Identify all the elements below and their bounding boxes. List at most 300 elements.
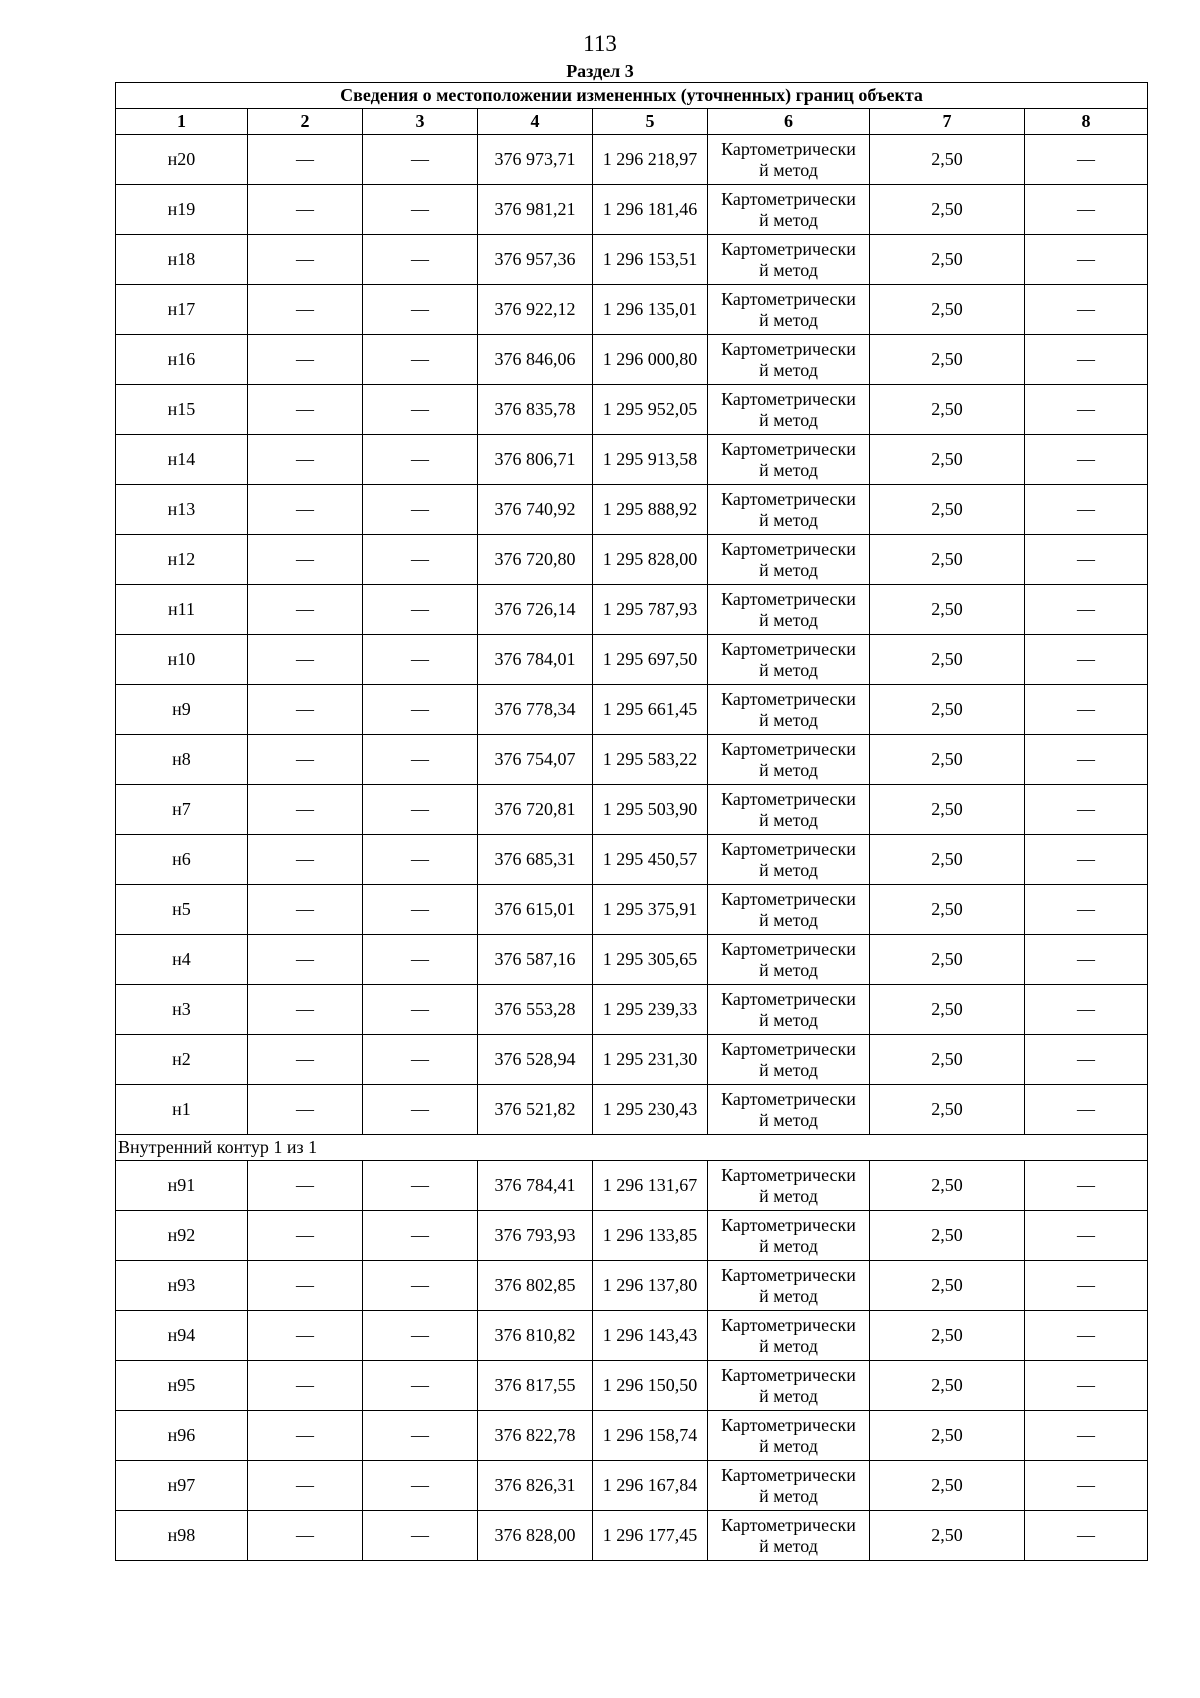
method-text: й метод — [759, 1059, 818, 1080]
coordinate-y-cell: 1 295 231,30 — [593, 1035, 708, 1085]
coordinate-y-cell: 1 296 131,67 — [593, 1161, 708, 1211]
accuracy-cell: 2,50 — [870, 335, 1025, 385]
point-number-cell: н3 — [116, 985, 248, 1035]
method-text: й метод — [759, 1435, 818, 1456]
table-row — [116, 1411, 1148, 1461]
column-3-cell: — — [363, 385, 478, 435]
method-text: й метод — [759, 809, 818, 830]
column-8-cell: — — [1025, 235, 1148, 285]
coordinate-x-cell: 376 826,31 — [478, 1461, 593, 1511]
method-cell — [708, 685, 870, 735]
column-3-cell: — — [363, 535, 478, 585]
point-number-cell: н92 — [116, 1211, 248, 1261]
coordinate-y-cell: 1 295 239,33 — [593, 985, 708, 1035]
method-text: Картометрически — [721, 1314, 856, 1335]
table-row — [116, 1511, 1148, 1561]
method-text: й метод — [759, 609, 818, 630]
accuracy-cell: 2,50 — [870, 1035, 1025, 1085]
method-text: й метод — [759, 409, 818, 430]
column-3-cell: — — [363, 1511, 478, 1561]
table-row — [116, 785, 1148, 835]
point-number-cell: н8 — [116, 735, 248, 785]
coordinate-x-cell: 376 822,78 — [478, 1411, 593, 1461]
column-8-cell: — — [1025, 185, 1148, 235]
method-text: й метод — [759, 1535, 818, 1556]
column-number: 2 — [248, 109, 363, 135]
coordinate-y-cell: 1 295 450,57 — [593, 835, 708, 885]
column-8-cell: — — [1025, 735, 1148, 785]
method-cell — [708, 1411, 870, 1461]
coordinate-y-cell: 1 296 150,50 — [593, 1361, 708, 1411]
method-cell — [708, 735, 870, 785]
coordinate-x-cell: 376 793,93 — [478, 1211, 593, 1261]
accuracy-cell: 2,50 — [870, 1161, 1025, 1211]
method-text: Картометрически — [721, 388, 856, 409]
column-number-row — [116, 109, 1148, 135]
column-3-cell: — — [363, 785, 478, 835]
accuracy-cell: 2,50 — [870, 235, 1025, 285]
method-text: й метод — [759, 309, 818, 330]
method-cell — [708, 185, 870, 235]
column-2-cell: — — [248, 835, 363, 885]
column-3-cell: — — [363, 585, 478, 635]
coordinate-y-cell: 1 295 952,05 — [593, 385, 708, 435]
coordinate-x-cell: 376 957,36 — [478, 235, 593, 285]
column-8-cell: — — [1025, 1361, 1148, 1411]
method-text: й метод — [759, 509, 818, 530]
column-2-cell: — — [248, 1161, 363, 1211]
column-8-cell: — — [1025, 885, 1148, 935]
column-8-cell: — — [1025, 1035, 1148, 1085]
coordinate-x-cell: 376 778,34 — [478, 685, 593, 735]
column-number: 3 — [363, 109, 478, 135]
coordinate-y-cell: 1 296 181,46 — [593, 185, 708, 235]
method-cell — [708, 885, 870, 935]
point-number-cell: н7 — [116, 785, 248, 835]
column-2-cell: — — [248, 485, 363, 535]
coordinate-y-cell: 1 295 503,90 — [593, 785, 708, 835]
point-number-cell: н91 — [116, 1161, 248, 1211]
column-3-cell: — — [363, 1361, 478, 1411]
column-number: 8 — [1025, 109, 1148, 135]
coordinate-x-cell: 376 973,71 — [478, 135, 593, 185]
coordinates-table — [115, 82, 1148, 1561]
accuracy-cell: 2,50 — [870, 835, 1025, 885]
column-3-cell: — — [363, 335, 478, 385]
table-row — [116, 885, 1148, 935]
point-number-cell: н6 — [116, 835, 248, 885]
point-number-cell: н18 — [116, 235, 248, 285]
column-8-cell: — — [1025, 785, 1148, 835]
table-body — [116, 135, 1148, 1561]
point-number-cell: н12 — [116, 535, 248, 585]
method-cell — [708, 1261, 870, 1311]
method-text: Картометрически — [721, 888, 856, 909]
column-2-cell: — — [248, 385, 363, 435]
coordinate-y-cell: 1 295 583,22 — [593, 735, 708, 785]
method-text: Картометрически — [721, 488, 856, 509]
column-3-cell: — — [363, 985, 478, 1035]
method-text: Картометрически — [721, 1214, 856, 1235]
method-text: й метод — [759, 1385, 818, 1406]
column-number: 6 — [708, 109, 870, 135]
method-text: Картометрически — [721, 188, 856, 209]
column-8-cell: — — [1025, 1085, 1148, 1135]
point-number-cell: н4 — [116, 935, 248, 985]
column-2-cell: — — [248, 935, 363, 985]
column-8-cell: — — [1025, 385, 1148, 435]
coordinate-x-cell: 376 615,01 — [478, 885, 593, 935]
column-8-cell: — — [1025, 1261, 1148, 1311]
method-text: Картометрически — [721, 838, 856, 859]
table-row — [116, 435, 1148, 485]
accuracy-cell: 2,50 — [870, 135, 1025, 185]
coordinate-x-cell: 376 553,28 — [478, 985, 593, 1035]
coordinate-x-cell: 376 784,01 — [478, 635, 593, 685]
accuracy-cell: 2,50 — [870, 435, 1025, 485]
point-number-cell: н10 — [116, 635, 248, 685]
method-text: й метод — [759, 1235, 818, 1256]
coordinate-x-cell: 376 521,82 — [478, 1085, 593, 1135]
method-text: й метод — [759, 909, 818, 930]
column-2-cell: — — [248, 1361, 363, 1411]
accuracy-cell: 2,50 — [870, 1361, 1025, 1411]
column-2-cell: — — [248, 1211, 363, 1261]
method-text: й метод — [759, 1185, 818, 1206]
table-row — [116, 1035, 1148, 1085]
method-text: й метод — [759, 559, 818, 580]
column-2-cell: — — [248, 535, 363, 585]
table-row — [116, 735, 1148, 785]
column-3-cell: — — [363, 485, 478, 535]
column-3-cell: — — [363, 635, 478, 685]
table-row — [116, 535, 1148, 585]
column-2-cell: — — [248, 1261, 363, 1311]
column-3-cell: — — [363, 1261, 478, 1311]
method-text: й метод — [759, 659, 818, 680]
column-8-cell: — — [1025, 935, 1148, 985]
table-row — [116, 185, 1148, 235]
column-3-cell: — — [363, 885, 478, 935]
point-number-cell: н11 — [116, 585, 248, 635]
method-text: й метод — [759, 1285, 818, 1306]
column-2-cell: — — [248, 785, 363, 835]
column-3-cell: — — [363, 185, 478, 235]
column-3-cell: — — [363, 1411, 478, 1461]
column-3-cell: — — [363, 1161, 478, 1211]
section-title: Раздел 3 — [566, 61, 634, 81]
column-8-cell: — — [1025, 135, 1148, 185]
table-row — [116, 285, 1148, 335]
coordinate-x-cell: 376 685,31 — [478, 835, 593, 885]
method-text: й метод — [759, 859, 818, 880]
method-text: й метод — [759, 459, 818, 480]
point-number-cell: н93 — [116, 1261, 248, 1311]
column-8-cell: — — [1025, 835, 1148, 885]
column-2-cell: — — [248, 185, 363, 235]
coordinate-x-cell: 376 720,81 — [478, 785, 593, 835]
point-number-cell: н13 — [116, 485, 248, 535]
table-row — [116, 135, 1148, 185]
method-text: й метод — [759, 959, 818, 980]
coordinate-x-cell: 376 810,82 — [478, 1311, 593, 1361]
method-text: Картометрически — [721, 1364, 856, 1385]
table-row — [116, 1361, 1148, 1411]
coordinate-x-cell: 376 981,21 — [478, 185, 593, 235]
column-2-cell: — — [248, 335, 363, 385]
coordinate-x-cell: 376 740,92 — [478, 485, 593, 535]
coordinate-y-cell: 1 296 177,45 — [593, 1511, 708, 1561]
accuracy-cell: 2,50 — [870, 785, 1025, 835]
accuracy-cell: 2,50 — [870, 1261, 1025, 1311]
point-number-cell: н9 — [116, 685, 248, 735]
table-row — [116, 585, 1148, 635]
column-8-cell: — — [1025, 1461, 1148, 1511]
table-row — [116, 335, 1148, 385]
point-number-cell: н17 — [116, 285, 248, 335]
point-number-cell: н16 — [116, 335, 248, 385]
column-3-cell: — — [363, 135, 478, 185]
table-row — [116, 635, 1148, 685]
method-cell — [708, 985, 870, 1035]
coordinate-x-cell: 376 828,00 — [478, 1511, 593, 1561]
method-cell — [708, 1461, 870, 1511]
column-2-cell: — — [248, 1411, 363, 1461]
coordinate-x-cell: 376 817,55 — [478, 1361, 593, 1411]
method-cell — [708, 1311, 870, 1361]
coordinate-x-cell: 376 846,06 — [478, 335, 593, 385]
accuracy-cell: 2,50 — [870, 1085, 1025, 1135]
column-number: 5 — [593, 109, 708, 135]
method-text: Картометрически — [721, 938, 856, 959]
method-cell — [708, 485, 870, 535]
coordinate-y-cell: 1 296 000,80 — [593, 335, 708, 385]
method-cell — [708, 435, 870, 485]
column-2-cell: — — [248, 235, 363, 285]
accuracy-cell: 2,50 — [870, 935, 1025, 985]
coordinate-y-cell: 1 296 137,80 — [593, 1261, 708, 1311]
column-2-cell: — — [248, 285, 363, 335]
column-3-cell: — — [363, 435, 478, 485]
method-text: Картометрически — [721, 1164, 856, 1185]
column-2-cell: — — [248, 135, 363, 185]
method-cell — [708, 1361, 870, 1411]
column-3-cell: — — [363, 285, 478, 335]
coordinate-y-cell: 1 296 158,74 — [593, 1411, 708, 1461]
table-row — [116, 1261, 1148, 1311]
method-cell — [708, 635, 870, 685]
inner-contour-label: Внутренний контур 1 из 1 — [116, 1135, 1148, 1161]
coordinate-x-cell: 376 587,16 — [478, 935, 593, 985]
coordinate-y-cell: 1 295 230,43 — [593, 1085, 708, 1135]
column-2-cell: — — [248, 885, 363, 935]
point-number-cell: н1 — [116, 1085, 248, 1135]
accuracy-cell: 2,50 — [870, 1511, 1025, 1561]
coordinate-y-cell: 1 295 305,65 — [593, 935, 708, 985]
method-cell — [708, 385, 870, 435]
coordinate-y-cell: 1 296 218,97 — [593, 135, 708, 185]
point-number-cell: н94 — [116, 1311, 248, 1361]
method-cell — [708, 1161, 870, 1211]
column-2-cell: — — [248, 1461, 363, 1511]
column-number: 7 — [870, 109, 1025, 135]
accuracy-cell: 2,50 — [870, 385, 1025, 435]
coordinate-y-cell: 1 295 913,58 — [593, 435, 708, 485]
method-text: й метод — [759, 1485, 818, 1506]
method-text: Картометрически — [721, 988, 856, 1009]
accuracy-cell: 2,50 — [870, 685, 1025, 735]
column-2-cell: — — [248, 1035, 363, 1085]
table-row — [116, 485, 1148, 535]
table-row — [116, 1461, 1148, 1511]
column-2-cell: — — [248, 1085, 363, 1135]
method-cell — [708, 1511, 870, 1561]
accuracy-cell: 2,50 — [870, 535, 1025, 585]
column-2-cell: — — [248, 1511, 363, 1561]
column-2-cell: — — [248, 585, 363, 635]
column-3-cell: — — [363, 235, 478, 285]
accuracy-cell: 2,50 — [870, 985, 1025, 1035]
point-number-cell: н98 — [116, 1511, 248, 1561]
coordinate-x-cell: 376 726,14 — [478, 585, 593, 635]
method-text: Картометрически — [721, 1414, 856, 1435]
method-cell — [708, 1085, 870, 1135]
point-number-cell: н19 — [116, 185, 248, 235]
table-row — [116, 385, 1148, 435]
column-8-cell: — — [1025, 635, 1148, 685]
coordinate-y-cell: 1 295 888,92 — [593, 485, 708, 535]
accuracy-cell: 2,50 — [870, 285, 1025, 335]
method-text: Картометрически — [721, 638, 856, 659]
column-8-cell: — — [1025, 985, 1148, 1035]
method-text: Картометрически — [721, 738, 856, 759]
table-caption: Сведения о местоположении измененных (уточненных) границ объекта — [116, 83, 1148, 109]
method-text: Картометрически — [721, 1464, 856, 1485]
column-8-cell: — — [1025, 1511, 1148, 1561]
method-cell — [708, 285, 870, 335]
column-3-cell: — — [363, 1311, 478, 1361]
accuracy-cell: 2,50 — [870, 485, 1025, 535]
accuracy-cell: 2,50 — [870, 735, 1025, 785]
method-text: Картометрически — [721, 688, 856, 709]
method-cell — [708, 935, 870, 985]
column-8-cell: — — [1025, 1411, 1148, 1461]
point-number-cell: н5 — [116, 885, 248, 935]
coordinate-y-cell: 1 295 661,45 — [593, 685, 708, 735]
coordinate-y-cell: 1 296 167,84 — [593, 1461, 708, 1511]
column-2-cell: — — [248, 435, 363, 485]
method-cell — [708, 335, 870, 385]
coordinate-x-cell: 376 528,94 — [478, 1035, 593, 1085]
coordinate-y-cell: 1 296 133,85 — [593, 1211, 708, 1261]
coordinate-x-cell: 376 720,80 — [478, 535, 593, 585]
coordinate-y-cell: 1 296 143,43 — [593, 1311, 708, 1361]
method-cell — [708, 785, 870, 835]
table-row — [116, 685, 1148, 735]
table-row — [116, 235, 1148, 285]
method-text: й метод — [759, 1009, 818, 1030]
accuracy-cell: 2,50 — [870, 1311, 1025, 1361]
column-2-cell: — — [248, 685, 363, 735]
accuracy-cell: 2,50 — [870, 185, 1025, 235]
coordinate-x-cell: 376 835,78 — [478, 385, 593, 435]
point-number-cell: н2 — [116, 1035, 248, 1085]
method-cell — [708, 585, 870, 635]
accuracy-cell: 2,50 — [870, 1411, 1025, 1461]
method-text: Картометрически — [721, 538, 856, 559]
method-text: й метод — [759, 1335, 818, 1356]
column-2-cell: — — [248, 735, 363, 785]
method-text: й метод — [759, 359, 818, 380]
method-text: Картометрически — [721, 588, 856, 609]
column-3-cell: — — [363, 685, 478, 735]
point-number-cell: н95 — [116, 1361, 248, 1411]
table-row — [116, 1211, 1148, 1261]
column-2-cell: — — [248, 1311, 363, 1361]
method-text: Картометрически — [721, 238, 856, 259]
column-8-cell: — — [1025, 1311, 1148, 1361]
column-8-cell: — — [1025, 535, 1148, 585]
point-number-cell: н20 — [116, 135, 248, 185]
coordinate-y-cell: 1 296 135,01 — [593, 285, 708, 335]
column-3-cell: — — [363, 1211, 478, 1261]
method-text: Картометрически — [721, 1514, 856, 1535]
table-row — [116, 935, 1148, 985]
column-3-cell: — — [363, 1035, 478, 1085]
column-3-cell: — — [363, 835, 478, 885]
column-3-cell: — — [363, 1085, 478, 1135]
column-3-cell: — — [363, 1461, 478, 1511]
coordinate-x-cell: 376 802,85 — [478, 1261, 593, 1311]
table-row — [116, 1161, 1148, 1211]
accuracy-cell: 2,50 — [870, 885, 1025, 935]
method-text: й метод — [759, 159, 818, 180]
table-row — [116, 1311, 1148, 1361]
method-text: Картометрически — [721, 788, 856, 809]
page-number: 113 — [583, 31, 617, 56]
coordinate-y-cell: 1 295 697,50 — [593, 635, 708, 685]
column-8-cell: — — [1025, 1161, 1148, 1211]
point-number-cell: н15 — [116, 385, 248, 435]
method-text: Картометрически — [721, 1088, 856, 1109]
contour-row — [116, 1135, 1148, 1161]
column-8-cell: — — [1025, 285, 1148, 335]
coordinate-x-cell: 376 806,71 — [478, 435, 593, 485]
coordinate-y-cell: 1 295 787,93 — [593, 585, 708, 635]
method-cell — [708, 135, 870, 185]
table-row — [116, 835, 1148, 885]
point-number-cell: н97 — [116, 1461, 248, 1511]
method-text: й метод — [759, 209, 818, 230]
coordinate-x-cell: 376 754,07 — [478, 735, 593, 785]
point-number-cell: н14 — [116, 435, 248, 485]
method-text: Картометрически — [721, 288, 856, 309]
column-8-cell: — — [1025, 585, 1148, 635]
column-8-cell: — — [1025, 685, 1148, 735]
method-text: Картометрически — [721, 438, 856, 459]
method-cell — [708, 1211, 870, 1261]
method-cell — [708, 235, 870, 285]
column-8-cell: — — [1025, 485, 1148, 535]
column-3-cell: — — [363, 735, 478, 785]
method-text: Картометрически — [721, 138, 856, 159]
method-cell — [708, 835, 870, 885]
column-2-cell: — — [248, 985, 363, 1035]
point-number-cell: н96 — [116, 1411, 248, 1461]
accuracy-cell: 2,50 — [870, 635, 1025, 685]
column-8-cell: — — [1025, 1211, 1148, 1261]
method-cell — [708, 535, 870, 585]
